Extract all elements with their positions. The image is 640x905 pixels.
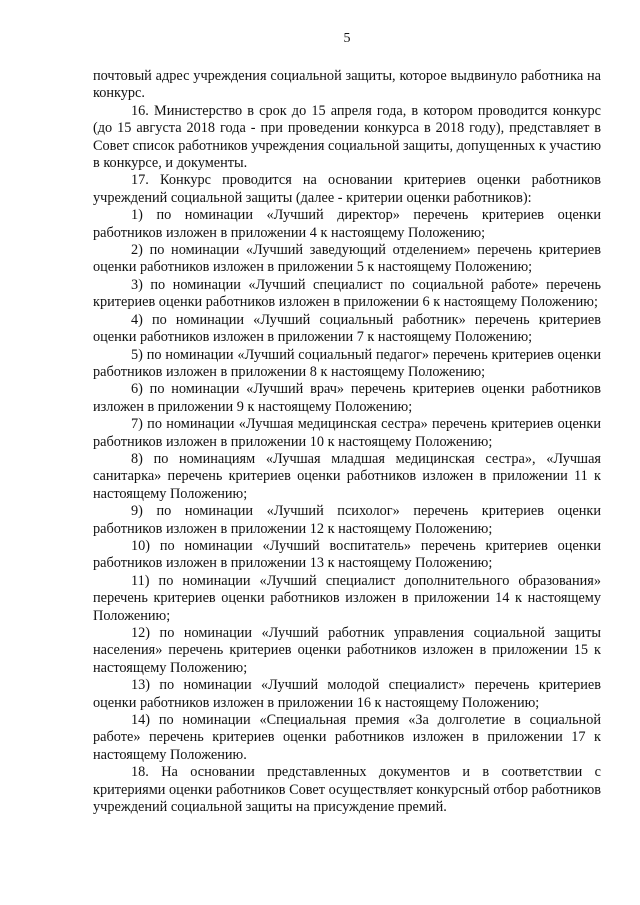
list-item-6: 6) по номинации «Лучший врач» перечень критериев оценки работников изложен в приложении 9 к настоящему Положению; (93, 381, 601, 415)
document-body (93, 68, 601, 816)
list-item-5: 5) по номинации «Лучший социальный педагог» перечень критериев оценки работников изложен в приложении 8 к настоящему Положению; (93, 346, 601, 380)
list-item-13: 13) по номинации «Лучший молодой специалист» перечень критериев оценки работников изложен в приложении 16 к настоящему Положению; (93, 677, 601, 711)
list-item-8: 8) по номинациям «Лучшая младшая медицинская сестра», «Лучшая санитарка» перечень критериев оценки работников изложен в приложении 11 к настоящему Положению; (93, 450, 601, 502)
list-item-11: 11) по номинации «Лучший специалист дополнительного образования» перечень критериев оценки работников изложен в приложении 14 к настоящему Положению; (93, 572, 601, 624)
list-item-10: 10) по номинации «Лучший воспитатель» перечень критериев оценки работников изложен в приложении 13 к настоящему Положению; (93, 537, 601, 572)
page-number: 5 (343, 31, 351, 46)
paragraph-17: 17. Конкурс проводится на основании критериев оценки работников учреждений социальной защиты (далее - критерии оценки работников): (93, 172, 601, 206)
list-item-12: 12) по номинации «Лучший работник управления социальной защиты населения» перечень критериев оценки работников изложен в приложении 15 к настоящему Положению; (93, 625, 601, 676)
list-item-2: 2) по номинации «Лучший заведующий отделением» перечень критериев оценки работников изложен в приложении 5 к настоящему Положению; (93, 242, 601, 276)
document-page (93, 30, 601, 816)
list-item-7: 7) по номинации «Лучшая медицинская сестра» перечень критериев оценки работников изложен в приложении 10 к настоящему Положению; (93, 416, 601, 450)
list-item-14: 14) по номинации «Специальная премия «За долголетие в социальной работе» перечень критериев оценки работников изложен в приложении 17 к настоящему Положению. (93, 712, 601, 763)
list-item-9: 9) по номинации «Лучший психолог» перечень критериев оценки работников изложен в приложении 12 к настоящему Положению; (93, 503, 601, 537)
paragraph-16: 16. Министерство в срок до 15 апреля года, в котором проводится конкурс (до 15 августа 2018 года - при проведении конкурса в 2018 году), представляет в Совет список работников учреждения социальной защиты, допущенных к участию в конкурсе, и документы. (93, 102, 601, 172)
paragraph-18: 18. На основании представленных документов и в соответствии с критериями оценки работников Совет осуществляет конкурсный отбор работников учреждений социальной защиты на присуждение премий. (93, 764, 601, 816)
paragraph-continuation: почтовый адрес учреждения социальной защиты, которое выдвинуло работника на конкурс. (93, 68, 601, 102)
list-item-3: 3) по номинации «Лучший специалист по социальной работе» перечень критериев оценки работников изложен в приложении 6 к настоящему Положению; (93, 276, 601, 311)
list-item-1: 1) по номинации «Лучший директор» перечень критериев оценки работников изложен в приложении 4 к настоящему Положению; (93, 207, 601, 241)
list-item-4: 4) по номинации «Лучший социальный работник» перечень критериев оценки работников изложен в приложении 7 к настоящему Положению; (93, 311, 601, 346)
